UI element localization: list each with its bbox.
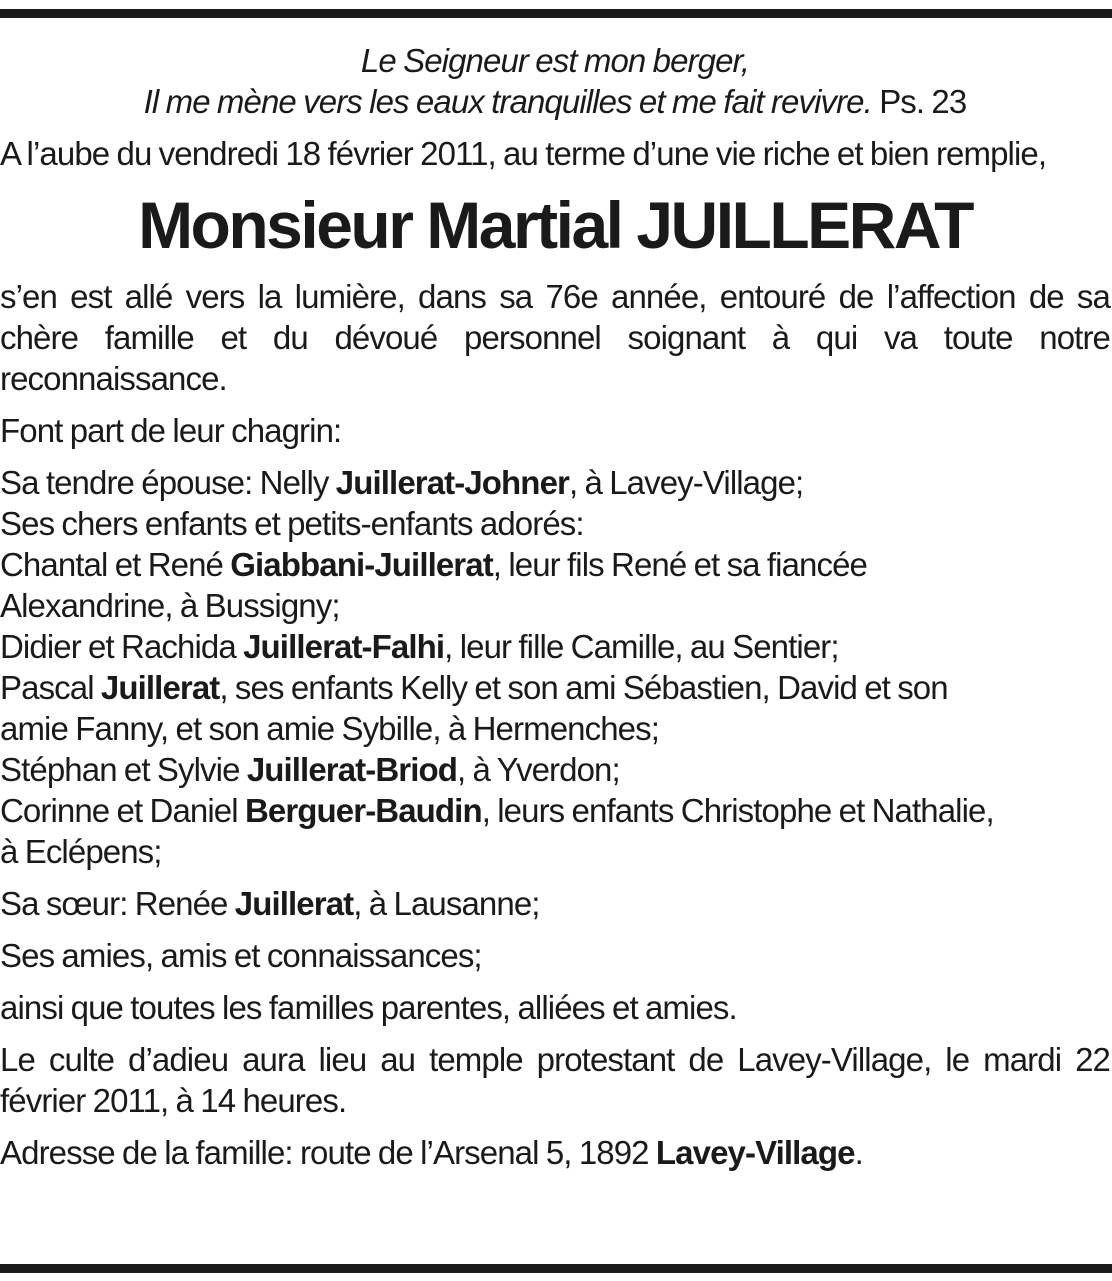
verse-line-1: Le Seigneur est mon berger, [360,42,750,79]
family-child-1-cont: Alexandrine, à Bussigny; [0,587,340,624]
deceased-name: Monsieur Martial JUILLERAT [138,188,972,262]
sister-line: Sa sœur: Renée Juillerat, à Lausanne; [0,885,540,922]
intro-paragraph: A l’aube du vendredi 18 février 2011, au terme d’une vie riche et bien remplie, [0,135,1047,172]
family-child-5: Corinne et Daniel Berguer-Baudin, leurs enfants Christophe et Nathalie, [0,792,994,829]
family-child-1: Chantal et René Giabbani-Juillerat, leur fils René et sa fiancée [0,546,868,583]
family-child-4: Stéphan et Sylvie Juillerat-Briod, à Yverdon; [0,751,620,788]
passing-paragraph: s’en est allé vers la lumière, dans sa 76e année, entouré de l’affection de sa chère famille et du dévoué personnel soignant à qui va toute notre reconnaissance. [0,278,1110,397]
verse-reference: Ps. 23 [879,83,967,120]
relatives-line: ainsi que toutes les familles parentes, alliées et amies. [0,989,737,1026]
family-child-3: Pascal Juillerat, ses enfants Kelly et son ami Sébastien, David et son [0,669,948,706]
announcement-line: Font part de leur chagrin: [0,412,342,449]
children-intro: Ses chers enfants et petits-enfants adorés: [0,505,584,542]
obituary-notice [0,40,1110,1184]
family-address: Adresse de la famille: route de l’Arsenal 5, 1892 Lavey-Village. [0,1134,863,1171]
family-child-2: Didier et Rachida Juillerat-Falhi, leur fille Camille, au Sentier; [0,628,839,665]
friends-line: Ses amies, amis et connaissances; [0,937,482,974]
family-child-5-cont: à Eclépens; [0,833,162,870]
family-child-3-cont: amie Fanny, et son amie Sybille, à Hermenches; [0,710,659,747]
family-spouse: Sa tendre épouse: Nelly Juillerat-Johner, à Lavey-Village; [0,464,804,501]
psalm-verse [0,40,1110,122]
family-list [0,462,1110,872]
bottom-rule [0,1264,1112,1273]
top-rule [0,9,1112,18]
service-paragraph: Le culte d’adieu aura lieu au temple protestant de Lavey-Village, le mardi 22 février 2011, à 14 heures. [0,1041,1110,1119]
verse-line-2: Il me mène vers les eaux tranquilles et me fait revivre. [143,83,872,120]
